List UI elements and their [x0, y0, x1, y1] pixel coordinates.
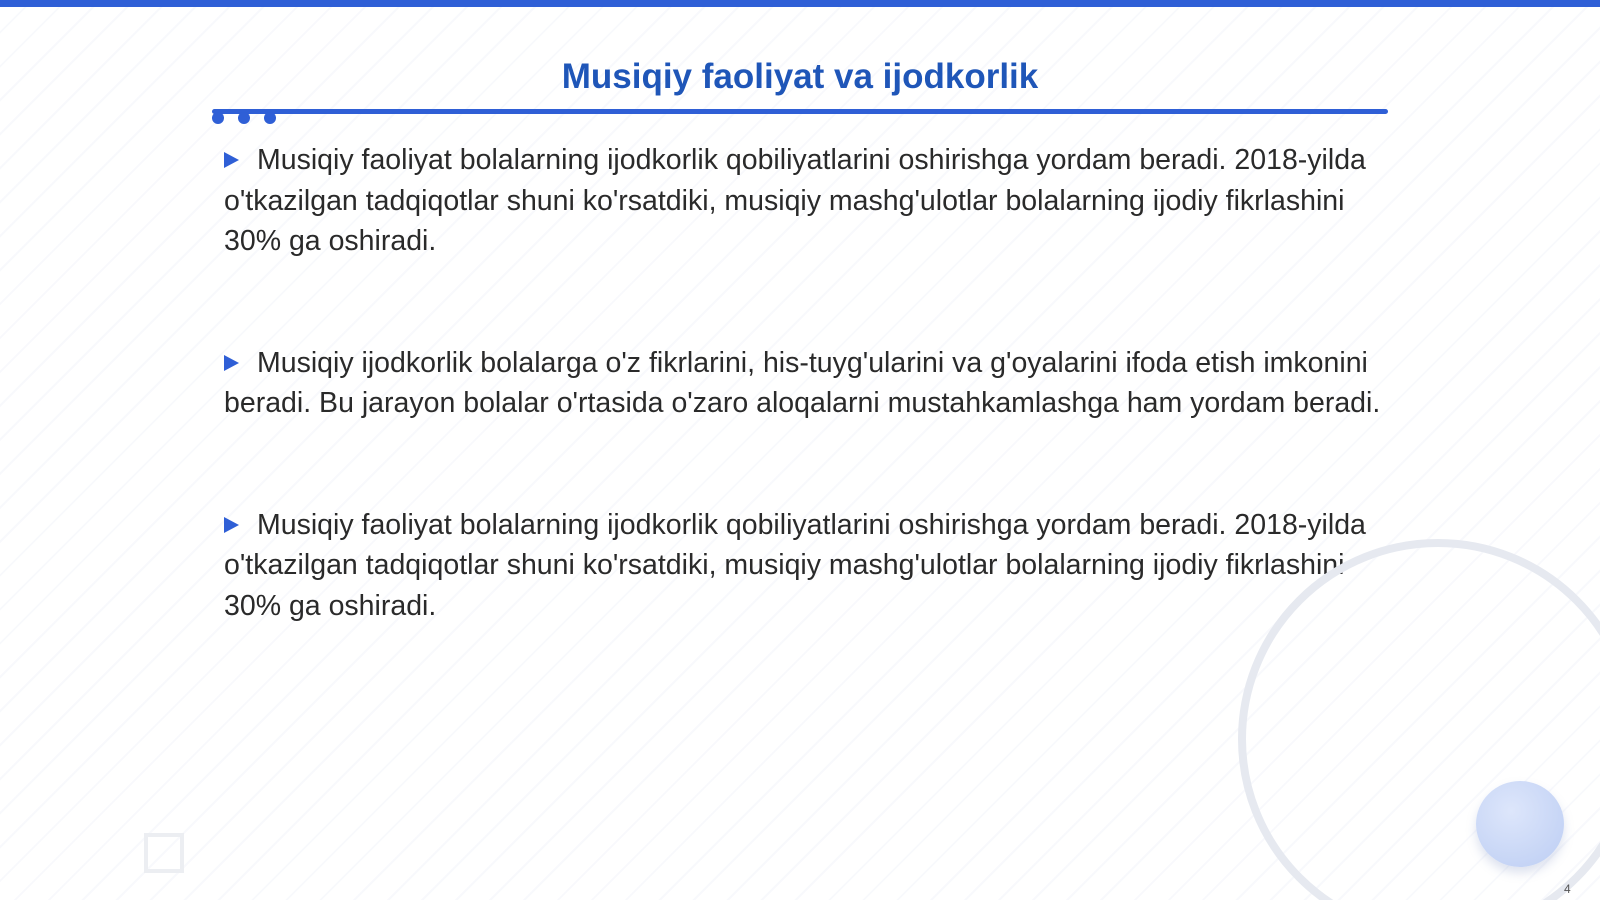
decorative-dot [264, 112, 276, 124]
decorative-blob [1476, 781, 1564, 867]
decorative-dot [238, 112, 250, 124]
bullet-text: Musiqiy faoliyat bolalarning ijodkorlik qobiliyatlarini oshirishga yordam beradi. 2018-yilda o'tkazilgan tadqiqotlar shuni ko'rsatdiki, musiqiy mashg'ulotlar bolalarning ijodiy fikrlashini 30% ga oshiradi. [224, 508, 1366, 622]
triangle-right-icon [224, 355, 239, 371]
title-underline [212, 109, 1388, 114]
bullet-text: Musiqiy ijodkorlik bolalarga o'z fikrlarini, his-tuyg'ularini va g'oyalarini ifoda etish imkonini beradi. Bu jarayon bolalar o'rtasida o'zaro aloqalarni mustahkamlashga ham yordam beradi. [224, 346, 1381, 419]
slide-title: Musiqiy faoliyat va ijodkorlik [561, 57, 1039, 96]
bullet-list [224, 140, 1384, 707]
decorative-dot [212, 112, 224, 124]
page-number: 4 [1564, 882, 1571, 896]
triangle-right-icon [224, 152, 239, 168]
top-accent-bar [0, 0, 1600, 7]
decorative-square [144, 833, 184, 873]
bullet-item [224, 140, 1384, 262]
bullet-item [224, 505, 1384, 627]
triangle-right-icon [224, 517, 239, 533]
bullet-item [224, 343, 1384, 424]
bullet-text: Musiqiy faoliyat bolalarning ijodkorlik qobiliyatlarini oshirishga yordam beradi. 2018-yilda o'tkazilgan tadqiqotlar shuni ko'rsatdiki, musiqiy mashg'ulotlar bolalarning ijodiy fikrlashini 30% ga oshiradi. [224, 144, 1366, 257]
